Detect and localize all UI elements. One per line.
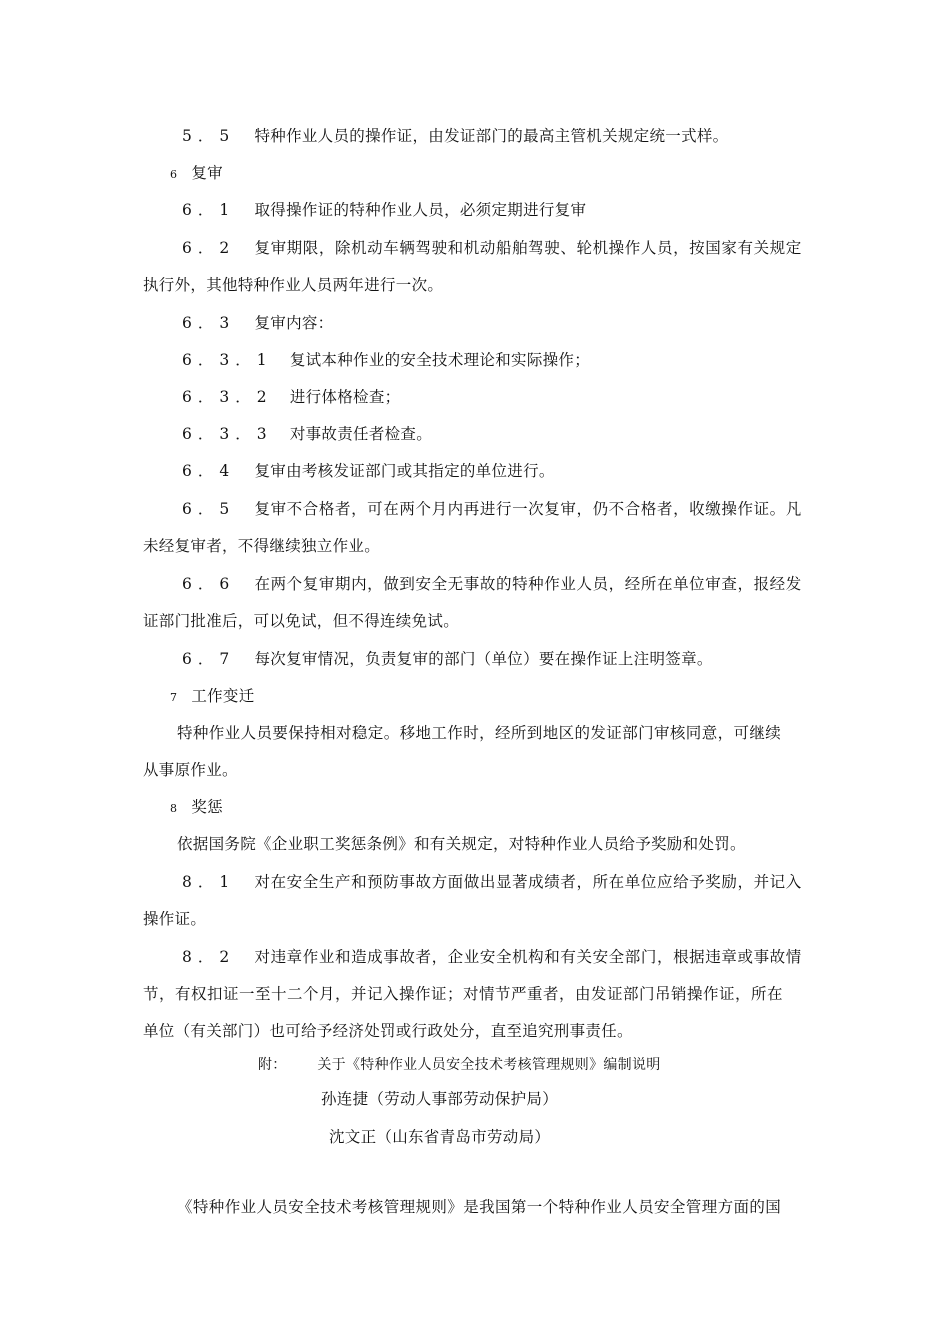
author-line (321, 1089, 558, 1109)
clause-6-5 (182, 499, 802, 519)
author-line (329, 1127, 550, 1147)
clause-6-3-3 (182, 424, 432, 444)
section-number: 7 (170, 691, 178, 704)
section-title: 工作变迁 (191, 687, 255, 705)
appendix-label: 附： (258, 1057, 287, 1073)
clause-number: 6．4 (182, 462, 236, 480)
clause-continuation (143, 611, 459, 631)
clause-text: 复审期限，除机动车辆驾驶和机动船舶驾驶、轮机操作人员，按国家有关规定 (254, 239, 802, 257)
clause-text: 单位（有关部门）也可给予经济处罚或行政处分，直至追究刑事责任。 (143, 1022, 633, 1040)
clause-number: 6．5 (182, 500, 236, 518)
clause-6-3 (182, 313, 333, 333)
clause-5-5 (182, 126, 728, 146)
clause-6-7 (182, 649, 713, 669)
clause-text: 未经复审者，不得继续独立作业。 (143, 537, 381, 555)
clause-text: 取得操作证的特种作业人员，必须定期进行复审 (254, 201, 587, 219)
clause-continuation (143, 1021, 633, 1041)
clause-number: 6．3．1 (182, 351, 273, 369)
clause-text: 复审不合格者，可在两个月内再进行一次复审，仍不合格者，收缴操作证。凡 (254, 500, 802, 518)
appendix-title (258, 1055, 661, 1075)
clause-text: 复审内容： (254, 314, 334, 332)
clause-continuation (143, 984, 783, 1004)
clause-text: 每次复审情况，负责复审的部门（单位）要在操作证上注明签章。 (254, 650, 713, 668)
clause-text: 对违章作业和造成事故者，企业安全机构和有关安全部门，根据违章或事故情 (254, 948, 802, 966)
section-title: 复审 (191, 164, 223, 182)
clause-number: 5．5 (182, 127, 236, 145)
clause-8-1 (182, 872, 802, 892)
clause-text: 复试本种作业的安全技术理论和实际操作； (289, 351, 591, 369)
paragraph-text: 依据国务院《企业职工奖惩条例》和有关规定，对特种作业人员给予奖励和处罚。 (177, 835, 746, 853)
section-number: 8 (170, 802, 178, 815)
clause-text: 对事故责任者检查。 (289, 425, 433, 443)
paragraph-line (177, 834, 746, 854)
clause-number: 8．1 (182, 873, 236, 891)
clause-6-3-1 (182, 350, 590, 370)
author-text: 沈文正（山东省青岛市劳动局） (329, 1128, 551, 1146)
paragraph-line (177, 1197, 781, 1217)
clause-number: 6．3 (182, 314, 236, 332)
clause-6-6 (182, 574, 802, 594)
clause-text: 特种作业人员的操作证，由发证部门的最高主管机关规定统一式样。 (254, 127, 729, 145)
paragraph-text: 特种作业人员要保持相对稳定。移地工作时，经所到地区的发证部门审核同意，可继续 (177, 724, 782, 742)
section-6-heading (170, 163, 223, 185)
section-title: 奖惩 (191, 798, 223, 816)
clause-6-4 (182, 461, 555, 481)
clause-number: 8．2 (182, 948, 236, 966)
clause-6-1 (182, 200, 586, 220)
section-number: 6 (170, 168, 178, 181)
clause-text: 进行体格检查； (289, 388, 401, 406)
clause-continuation (143, 909, 206, 929)
section-7-heading (170, 686, 255, 708)
paragraph-line (177, 723, 781, 743)
clause-8-2 (182, 947, 802, 967)
clause-text: 复审由考核发证部门或其指定的单位进行。 (254, 462, 555, 480)
author-text: 孙连捷（劳动人事部劳动保护局） (321, 1090, 559, 1108)
paragraph-line (143, 760, 238, 780)
clause-text: 节，有权扣证一至十二个月，并记入操作证；对情节严重者，由发证部门吊销操作证，所在 (143, 985, 784, 1003)
clause-text: 执行外，其他特种作业人员两年进行一次。 (143, 276, 444, 294)
clause-continuation (143, 275, 443, 295)
clause-number: 6．6 (182, 575, 236, 593)
clause-text: 在两个复审期内，做到安全无事故的特种作业人员，经所在单位审查，报经发 (254, 575, 802, 593)
clause-6-3-2 (182, 387, 400, 407)
clause-text: 对在安全生产和预防事故方面做出显著成绩者，所在单位应给予奖励，并记入 (254, 873, 802, 891)
clause-6-2 (182, 238, 802, 258)
clause-number: 6．2 (182, 239, 236, 257)
appendix-text: 关于《特种作业人员安全技术考核管理规则》编制说明 (317, 1057, 661, 1073)
clause-number: 6．3．3 (182, 425, 273, 443)
clause-continuation (143, 536, 380, 556)
clause-text: 证部门批准后，可以免试，但不得连续免试。 (143, 612, 460, 630)
clause-number: 6．1 (182, 201, 236, 219)
clause-number: 6．3．2 (182, 388, 273, 406)
clause-text: 操作证。 (143, 910, 207, 928)
paragraph-text: 《特种作业人员安全技术考核管理规则》是我国第一个特种作业人员安全管理方面的国 (177, 1198, 782, 1216)
section-8-heading (170, 797, 223, 819)
paragraph-text: 从事原作业。 (143, 761, 238, 779)
clause-number: 6．7 (182, 650, 236, 668)
